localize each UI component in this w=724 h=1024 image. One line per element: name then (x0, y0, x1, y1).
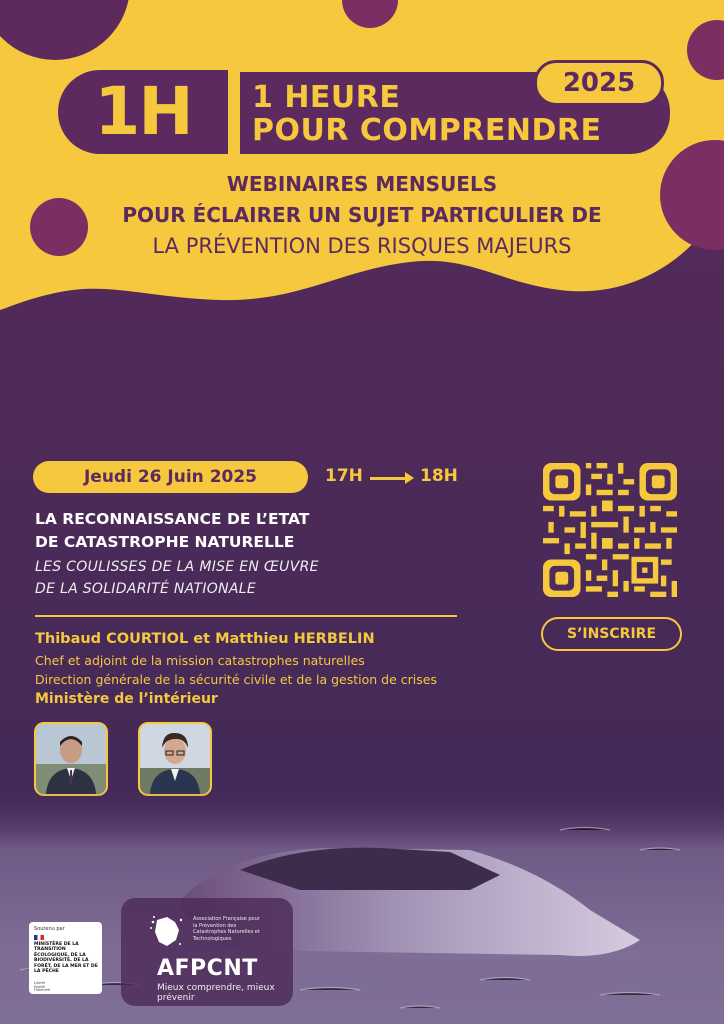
header-background (0, 0, 724, 330)
header-title-line1: 1 HEURE (252, 80, 401, 115)
speaker-ministry: Ministère de l’intérieur (35, 691, 218, 707)
header-subtitle-line2: POUR ÉCLAIRER UN SUJET PARTICULIER DE (122, 203, 602, 227)
afpcnt-name: AFPCNT (157, 956, 258, 981)
event-date: Jeudi 26 Juin 2025 (33, 461, 308, 493)
header-1h-label: 1H (58, 70, 228, 154)
event-title-line2: DE CATASTROPHE NATURELLE (35, 533, 295, 551)
speaker-names: Thibaud COURTIOL et Matthieu HERBELIN (35, 631, 375, 647)
event-title-line1: LA RECONNAISSANCE DE L’ETAT (35, 510, 310, 528)
republic-motto: Liberté Égalité Fraternité (34, 981, 50, 993)
french-flag-icon (34, 935, 44, 940)
speaker-role-line1: Chef et adjoint de la mission catastrophes naturelles (35, 653, 365, 668)
event-time-start: 17H (325, 466, 363, 486)
afpcnt-description: Association Française pour la Prévention des Catastrophes Naturelles et Technologiques (193, 916, 260, 942)
afpcnt-tagline: Mieux comprendre, mieux prévenir (157, 983, 275, 1003)
ministry-logo (29, 922, 102, 994)
ministry-name: MINISTÈRE DE LA TRANSITION ÉCOLOGIQUE, DE LA BIODIVERSITÉ, DE LA FORÊT, DE LA MER ET DE LA PÊCHE (34, 942, 98, 975)
year-badge: 2025 (534, 60, 664, 106)
header-subtitle-line1: WEBINAIRES MENSUELS (226, 172, 498, 196)
speaker-photo-1 (34, 722, 108, 796)
supported-by-label: Soutenu par (34, 926, 65, 932)
header-subtitle-line3: LA PRÉVENTION DES RISQUES MAJEURS (152, 234, 572, 258)
register-button[interactable]: S’INSCRIRE (541, 617, 682, 651)
event-subtitle-line1: LES COULISSES DE LA MISE EN ŒUVRE (35, 559, 319, 575)
qr-code[interactable] (543, 463, 677, 597)
france-map-icon (149, 914, 185, 950)
speaker-role-line2: Direction générale de la sécurité civile et de la gestion de crises (35, 672, 437, 687)
flooded-car-image (0, 790, 724, 1024)
speaker-photo-2 (138, 722, 212, 796)
afpcnt-logo (121, 898, 293, 1006)
arrow-right-icon (370, 477, 410, 480)
header-title-line2: POUR COMPRENDRE (252, 113, 602, 148)
event-subtitle-line2: DE LA SOLIDARITÉ NATIONALE (35, 581, 257, 597)
event-time-end: 18H (420, 466, 458, 486)
divider (35, 615, 457, 617)
